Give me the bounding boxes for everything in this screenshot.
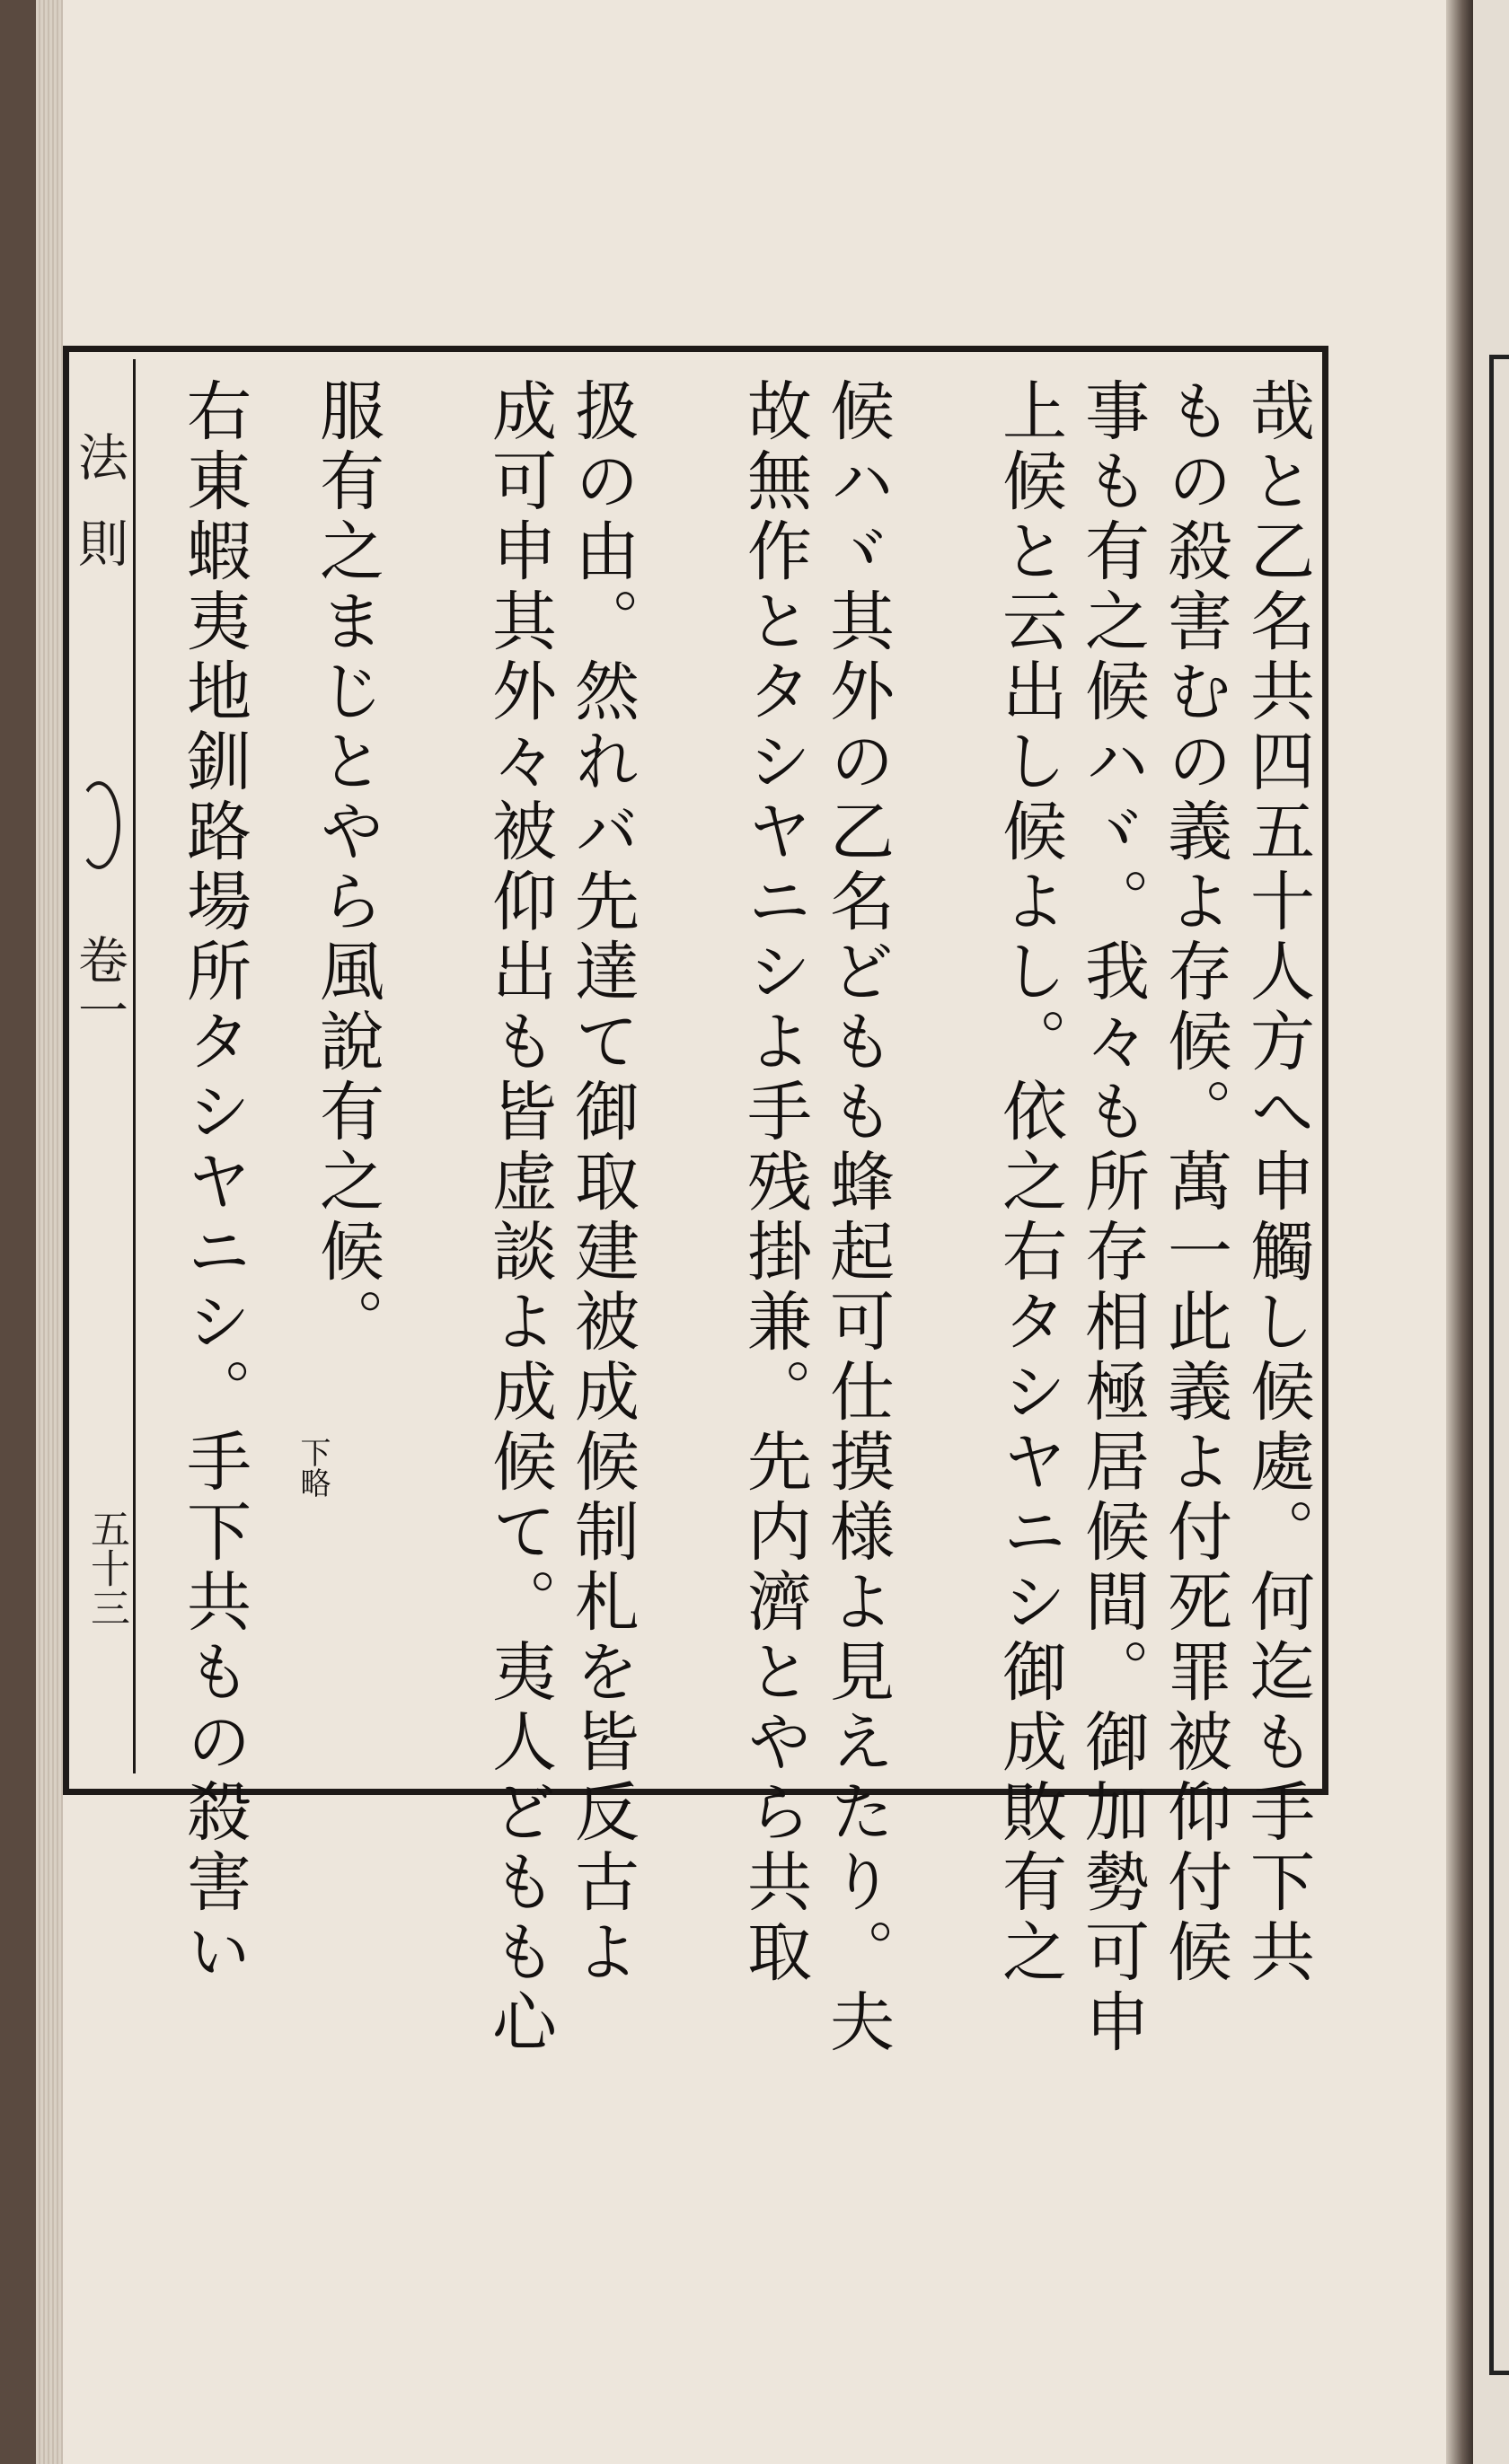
margin-volume: 卷一 [70, 934, 128, 1034]
page-stack-edge [36, 0, 63, 2464]
text-column-5: 候ハヾ其外の乙名どもも蜂起可仕摸様よ見えたり。夫 [819, 377, 895, 2058]
page-number: 五十三 [84, 1509, 129, 1627]
fishtail-mark-icon [77, 781, 120, 869]
book-gutter [1446, 0, 1473, 2464]
text-column-9: 服有之まじとやら風說有之候。 [309, 377, 384, 1358]
text-column-7: 扱の由。然れバ先達て御取建被成候制札を皆反古よ [564, 377, 640, 1988]
next-page-frame [1489, 355, 1509, 2375]
text-column-3: 事も有之候ハヾ。我々も所存相極居候間。御加勢可申 [1074, 377, 1150, 2058]
text-column-4: 上候と云出し候よし。依之右タシヤニシ御成敗有之 [992, 377, 1067, 1988]
omission-note: 下略 [295, 1437, 331, 1498]
text-column-2: もの殺害むの義よ存候。萬一此義よ付死罪被仰付候 [1157, 377, 1232, 1988]
text-column-10: 右東蝦夷地釧路場所タシヤニシ。手下共もの殺害い [176, 377, 252, 1988]
text-column-1: 哉と乙名共四五十人方へ申觸し候處。何迄も手下共 [1240, 377, 1315, 1988]
margin-title: 法則 [70, 431, 128, 603]
text-column-6: 故無作とタシヤニシよ手残掛兼。先内濟とやら共取 [737, 377, 812, 1988]
book-cover-edge [0, 0, 36, 2464]
text-column-8: 成可申其外々被仰出も皆虚談よ成候て。夷人どもも心 [481, 377, 557, 2058]
